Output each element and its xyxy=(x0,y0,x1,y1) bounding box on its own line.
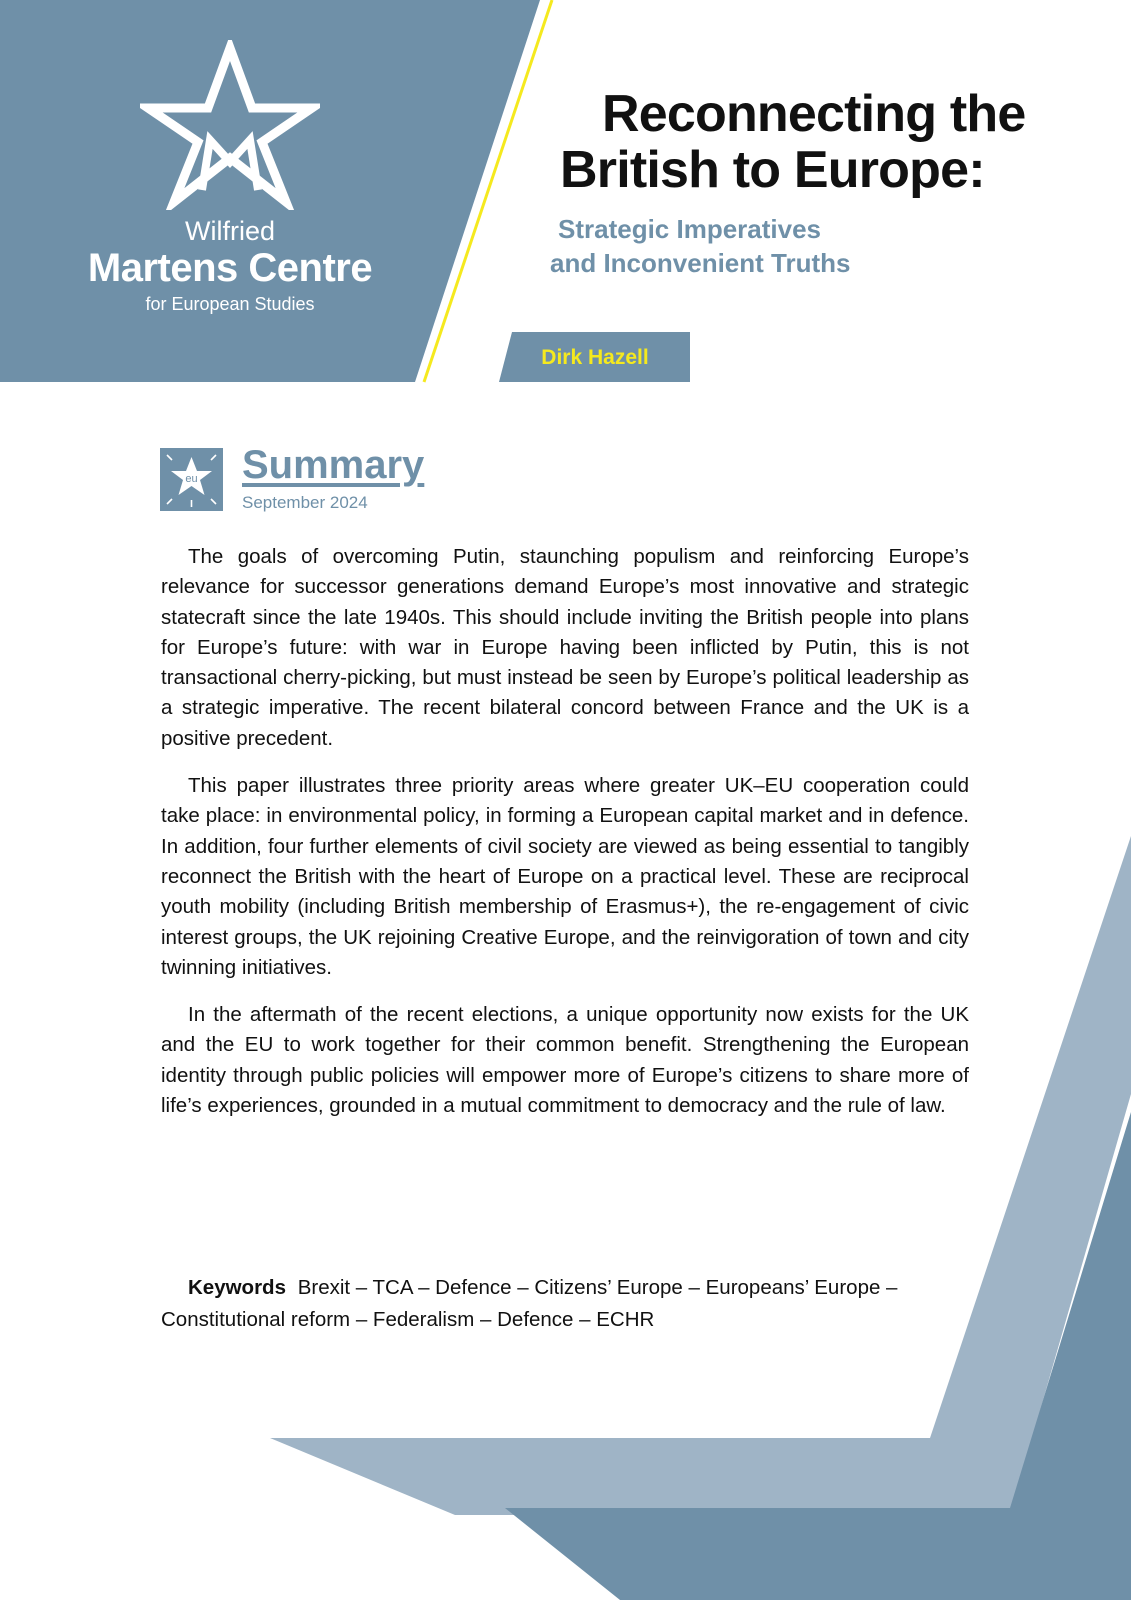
eu-star-summary-icon xyxy=(160,448,223,511)
title-line-1: Reconnecting the xyxy=(602,85,1026,143)
logo-line-wilfried: Wilfried xyxy=(184,216,275,246)
keywords-section xyxy=(161,1272,971,1336)
summary-paragraph-1: The goals of overcoming Putin, staunching populism and reinforcing Europe’s relevance for successor generations demand Europe’s most innovative and strategic statecraft since the late 1940s. This should include inviting the British people into plans for Europe’s future: with war in Europe having been inflicted by Putin, this is not transactional cherry-picking, but must instead be seen by Europe’s political leadership as a strategic imperative. The recent bilateral concord between France and the UK is a positive precedent. xyxy=(161,545,969,750)
logo-line-martens-centre: Martens Centre xyxy=(87,246,373,290)
martens-centre-logo xyxy=(40,40,420,316)
eu-icon-text: eu xyxy=(185,473,198,485)
author-name: Dirk Hazell xyxy=(541,346,649,369)
summary-body xyxy=(161,542,969,1138)
page-title xyxy=(560,86,1080,198)
summary-paragraph-3: In the aftermath of the recent elections, a unique opportunity now exists for the UK and the EU to work together for their common benefit. Strengthening the European identity through public policies will empower more of Europe’s citizens to share more of life’s experiences, grounded in a mutual commitment to democracy and the rule of law. xyxy=(161,1003,969,1118)
logo-line-european-studies: for European Studies xyxy=(145,294,315,314)
subtitle-line-1: Strategic Imperatives xyxy=(558,214,822,244)
summary-date: September 2024 xyxy=(242,493,368,512)
page-subtitle xyxy=(550,212,850,280)
subtitle-line-2: and Inconvenient Truths xyxy=(550,248,851,278)
star-logo-icon xyxy=(140,40,320,210)
title-line-2: British to Europe: xyxy=(560,141,985,199)
keywords-label: Keywords xyxy=(188,1276,286,1299)
summary-paragraph-2: This paper illustrates three priority areas where greater UK–EU cooperation could take place: in environmental policy, in forming a European capital market and in defence. In addition, four further elements of civil society are viewed as being essential to tangibly reconnect the British with the heart of Europe on a practical level. These are reciprocal youth mobility (including British membership of Erasmus+), the re-engagement of civic interest groups, the UK rejoining Creative Europe, and the reinvigoration of town and city twinning initiatives. xyxy=(161,774,969,979)
summary-heading: Summary xyxy=(242,443,425,487)
keywords-list: Brexit – TCA – Defence – Citizens’ Europe – Europeans’ Europe – Constitutional reform – Federalism – Defence – ECHR xyxy=(161,1276,898,1331)
